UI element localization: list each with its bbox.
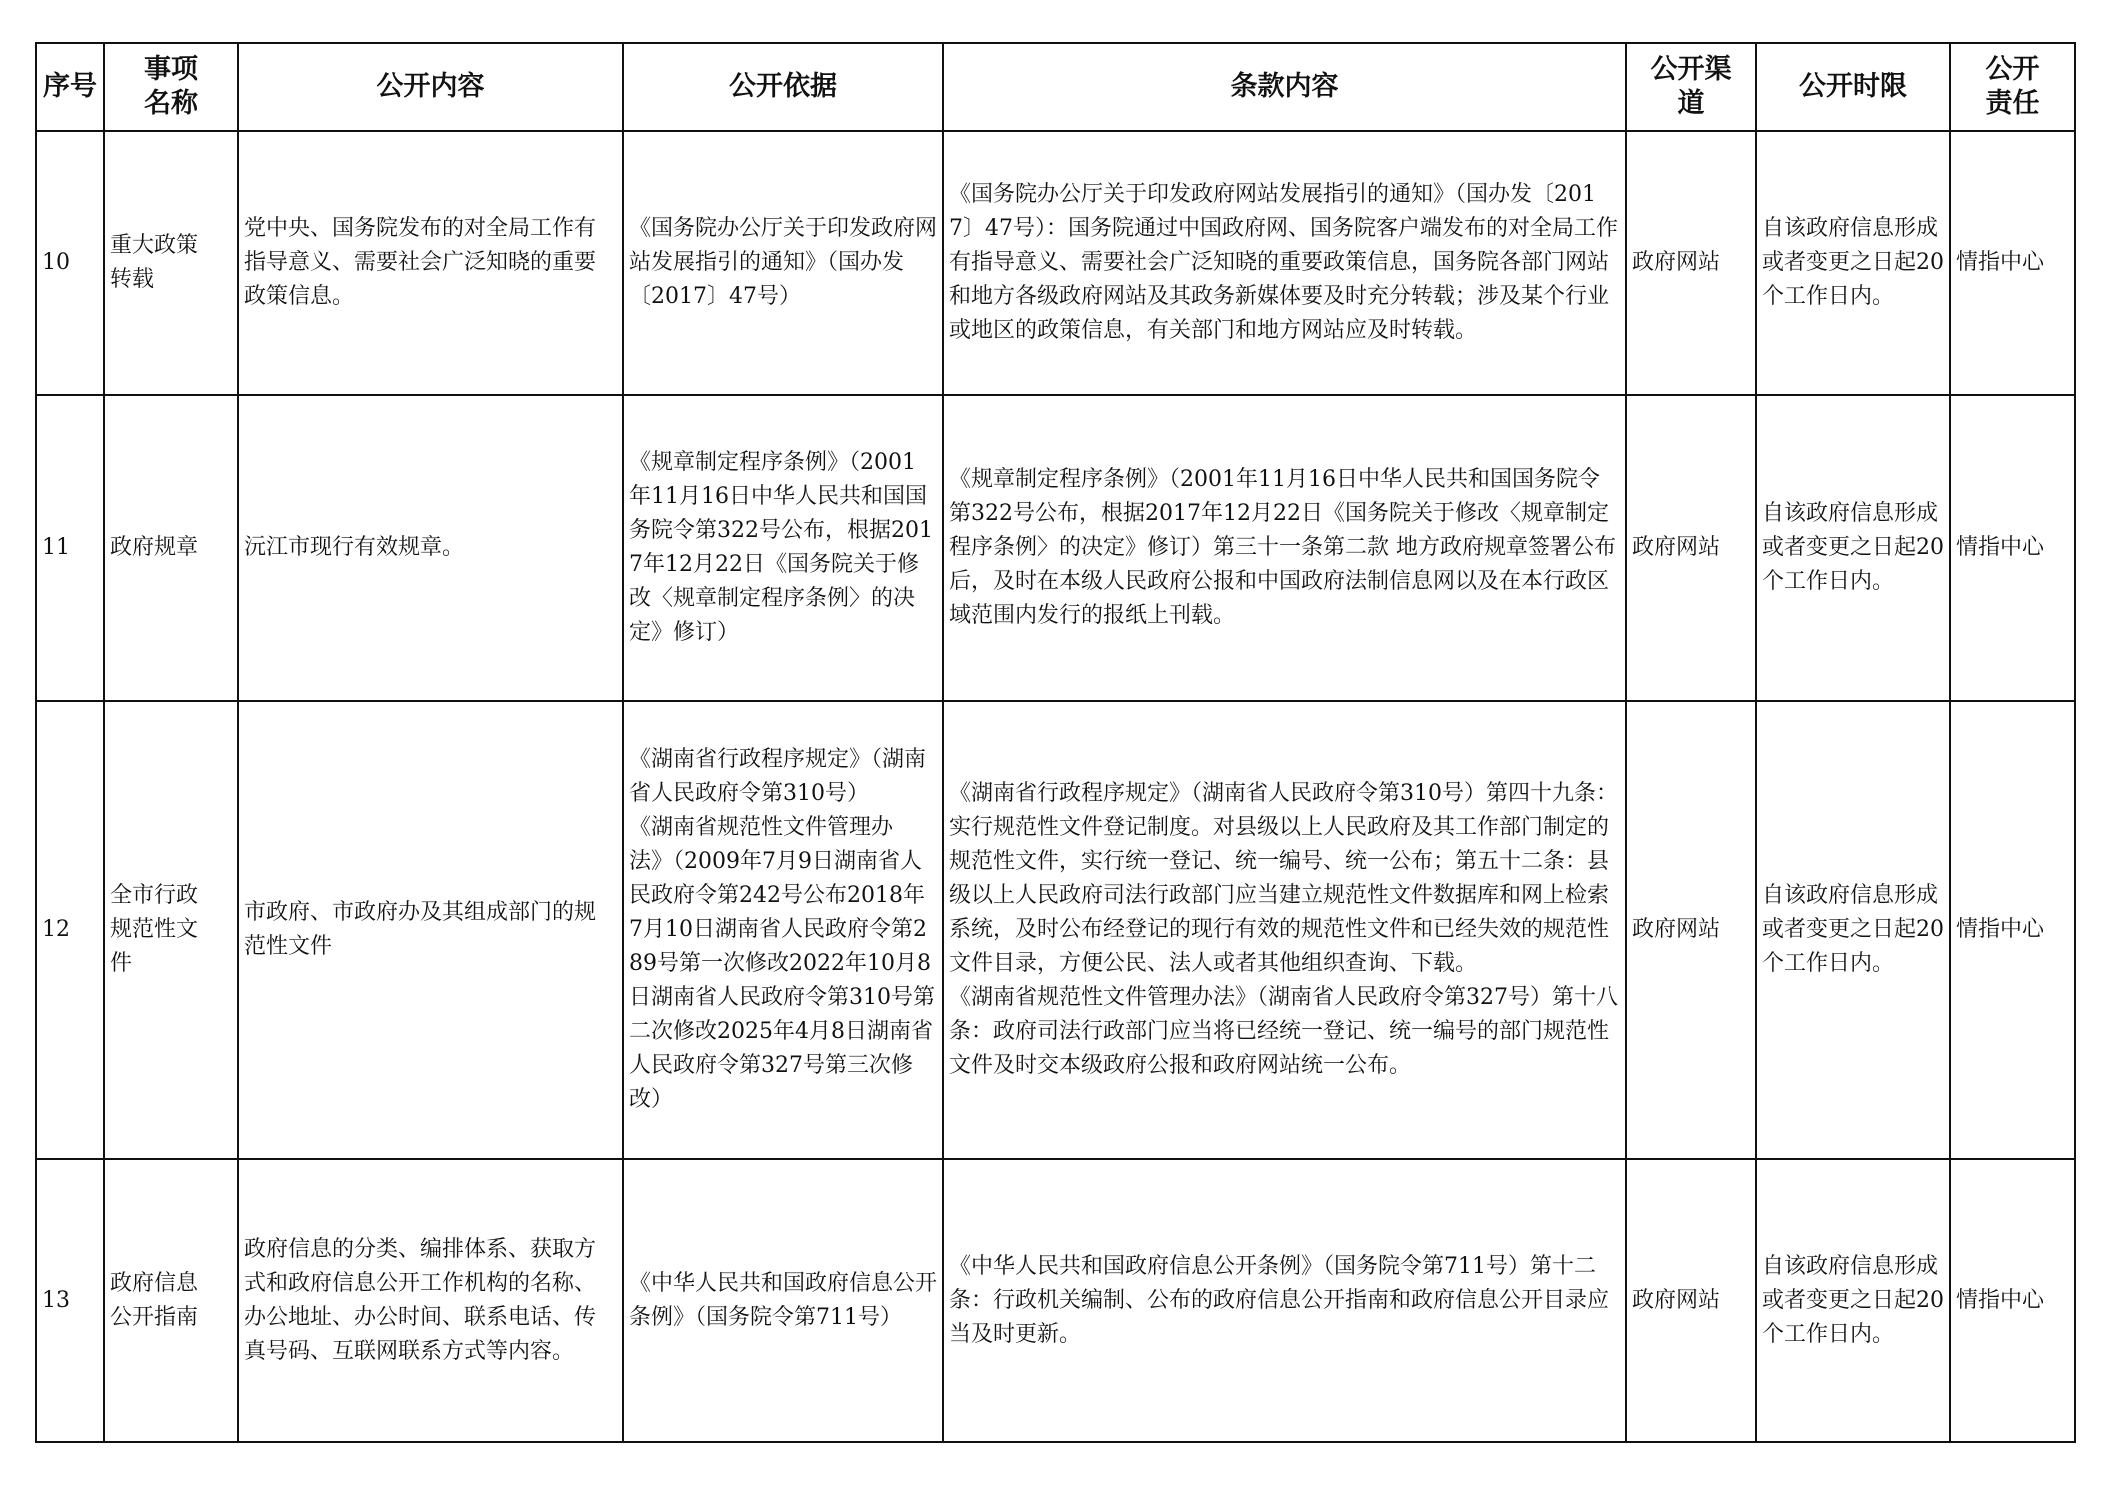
disclosure-time-limit: 自该政府信息形成或者变更之日起20个工作日内。 <box>1756 1159 1950 1442</box>
header-num: 序号 <box>36 43 104 131</box>
header-name: 事项 名称 <box>104 43 238 131</box>
row-number: 11 <box>36 395 104 701</box>
table-row <box>36 395 2075 701</box>
header-basis: 公开依据 <box>623 43 943 131</box>
disclosure-channel: 政府网站 <box>1626 131 1756 395</box>
header-row <box>36 43 2075 131</box>
header-channel: 公开渠 道 <box>1626 43 1756 131</box>
header-content: 公开内容 <box>238 43 623 131</box>
disclosure-time-limit: 自该政府信息形成或者变更之日起20个工作日内。 <box>1756 131 1950 395</box>
responsible-unit: 情指中心 <box>1950 395 2075 701</box>
disclosure-basis: 《规章制定程序条例》（2001年11月16日中华人民共和国国务院令第322号公布，根据2017年12月22日《国务院关于修改〈规章制定程序条例〉的决定》修订） <box>623 395 943 701</box>
clause-content: 《湖南省行政程序规定》（湖南省人民政府令第310号）第四十九条：实行规范性文件登记制度。对县级以上人民政府及其工作部门制定的规范性文件，实行统一登记、统一编号、统一公布；第五十二条：县级以上人民政府司法行政部门应当建立规范性文件数据库和网上检索系统，及时公布经登记的现行有效的规范性文件和已经失效的规范性文件目录，方便公民、法人或者其他组织查询、下载。 《湖南省规范性文件管理办法》（湖南省人民政府令第327号）第十八条：政府司法行政部门应当将已经统一登记、统一编号的部门规范性文件及时交本级政府公报和政府网站统一公布。 <box>943 701 1626 1159</box>
disclosure-table <box>35 42 2076 1443</box>
item-name: 重大政策 转载 <box>104 131 238 395</box>
row-number: 12 <box>36 701 104 1159</box>
row-number: 13 <box>36 1159 104 1442</box>
disclosure-channel: 政府网站 <box>1626 701 1756 1159</box>
responsible-unit: 情指中心 <box>1950 1159 2075 1442</box>
disclosure-basis: 《湖南省行政程序规定》（湖南省人民政府令第310号） 《湖南省规范性文件管理办法》（2009年7月9日湖南省人民政府令第242号公布2018年7月10日湖南省人民政府令第289号第一次修改2022年10月8日湖南省人民政府令第310号第二次修改2025年4月8日湖南省人民政府令第327号第三次修改） <box>623 701 943 1159</box>
item-name: 全市行政 规范性文 件 <box>104 701 238 1159</box>
item-name: 政府规章 <box>104 395 238 701</box>
disclosure-channel: 政府网站 <box>1626 395 1756 701</box>
disclosure-time-limit: 自该政府信息形成或者变更之日起20个工作日内。 <box>1756 395 1950 701</box>
disclosure-content: 政府信息的分类、编排体系、获取方式和政府信息公开工作机构的名称、办公地址、办公时间、联系电话、传真号码、互联网联系方式等内容。 <box>238 1159 623 1442</box>
table-row <box>36 701 2075 1159</box>
disclosure-content: 沅江市现行有效规章。 <box>238 395 623 701</box>
disclosure-basis: 《中华人民共和国政府信息公开条例》（国务院令第711号） <box>623 1159 943 1442</box>
disclosure-content: 市政府、市政府办及其组成部门的规范性文件 <box>238 701 623 1159</box>
disclosure-channel: 政府网站 <box>1626 1159 1756 1442</box>
table-row <box>36 131 2075 395</box>
header-clause: 条款内容 <box>943 43 1626 131</box>
row-number: 10 <box>36 131 104 395</box>
item-name: 政府信息 公开指南 <box>104 1159 238 1442</box>
table-row <box>36 1159 2075 1442</box>
clause-content: 《国务院办公厅关于印发政府网站发展指引的通知》（国办发〔2017〕47号）：国务院通过中国政府网、国务院客户端发布的对全局工作有指导意义、需要社会广泛知晓的重要政策信息，国务院各部门网站和地方各级政府网站及其政务新媒体要及时充分转载；涉及某个行业或地区的政策信息，有关部门和地方网站应及时转载。 <box>943 131 1626 395</box>
responsible-unit: 情指中心 <box>1950 131 2075 395</box>
disclosure-basis: 《国务院办公厅关于印发政府网站发展指引的通知》（国办发〔2017〕47号） <box>623 131 943 395</box>
clause-content: 《规章制定程序条例》（2001年11月16日中华人民共和国国务院令第322号公布，根据2017年12月22日《国务院关于修改〈规章制定程序条例〉的决定》修订）第三十一条第二款 地方政府规章签署公布后，及时在本级人民政府公报和中国政府法制信息网以及在本行政区域范围内发行的报纸上刊载。 <box>943 395 1626 701</box>
header-time: 公开时限 <box>1756 43 1950 131</box>
clause-content: 《中华人民共和国政府信息公开条例》（国务院令第711号）第十二条：行政机关编制、公布的政府信息公开指南和政府信息公开目录应当及时更新。 <box>943 1159 1626 1442</box>
header-resp: 公开 责任 <box>1950 43 2075 131</box>
responsible-unit: 情指中心 <box>1950 701 2075 1159</box>
disclosure-time-limit: 自该政府信息形成或者变更之日起20个工作日内。 <box>1756 701 1950 1159</box>
disclosure-content: 党中央、国务院发布的对全局工作有指导意义、需要社会广泛知晓的重要政策信息。 <box>238 131 623 395</box>
